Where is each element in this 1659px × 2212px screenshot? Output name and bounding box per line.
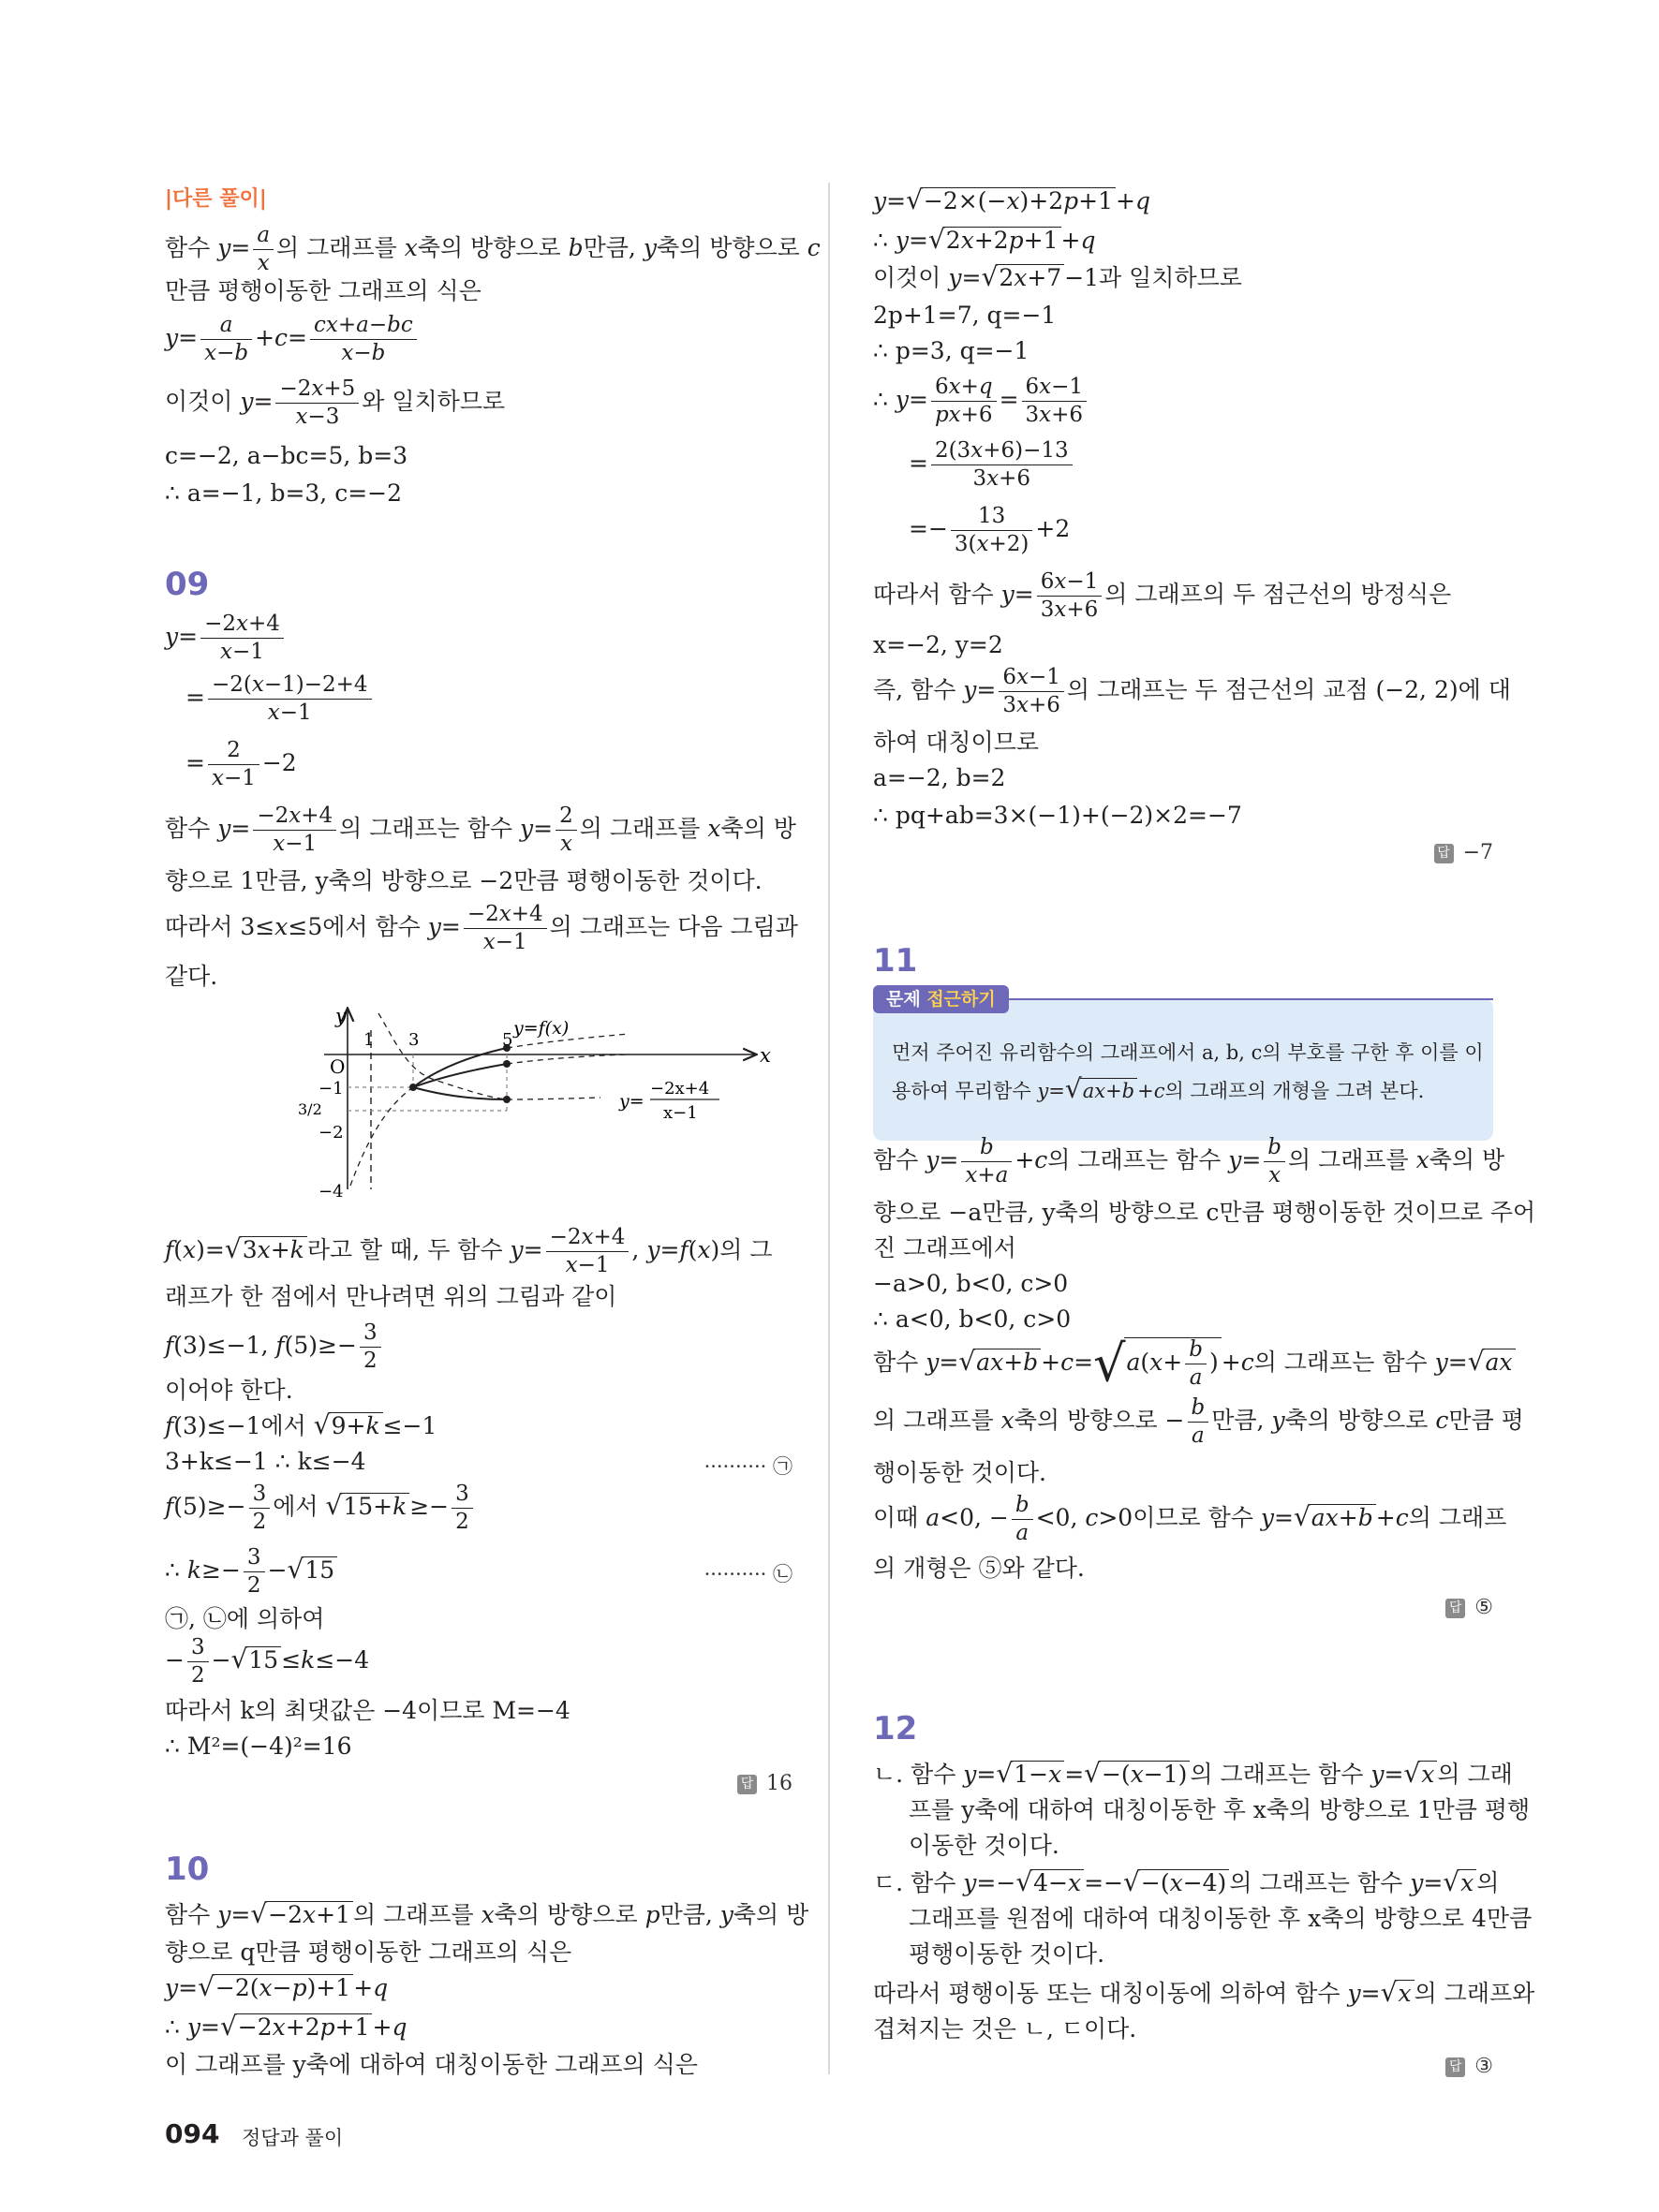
answer-icon: 답 [737,1775,757,1794]
text-line: 프를 y축에 대하여 대칭이동한 후 x축의 방향으로 1만큼 평행 [909,1796,1531,1823]
equation: ∴ k≥− $\frac{3}{2}$ −√15 [165,1547,337,1597]
equation: ∴ y=√2x+2p+1 +q [873,224,1096,255]
fx-curve-lower [413,1064,507,1087]
text-line: 따라서 3≤x≤5에서 함수 y= $\frac{-2x+4}{x-1}$ 의 그래프는 다음 그림과 [165,902,798,954]
equation: f(3)≤−1에서 √9+k ≤−1 [165,1409,437,1440]
text-line: a=−2, b=2 [873,764,1006,791]
x-axis-label: x [760,1044,771,1067]
text-line: 하여 대칭이므로 [873,729,1039,756]
approach-header: 문제 접근하기 [873,985,1009,1013]
answer-12: 답 ③ [1445,2055,1493,2078]
point-x3 [409,1084,417,1091]
text-line: 함수 y= $\frac{a}{x}$ 의 그래프를 x축의 방향으로 b만큼, y축의 방향으로 c [165,223,821,275]
text-line: ㉠, ㉡에 의하여 [165,1605,325,1632]
text-line: c=−2, a−bc=5, b=3 [165,442,408,469]
text-line: 이 그래프를 y축에 대하여 대칭이동한 그래프의 식은 [165,2051,698,2078]
text-line: 이어야 한다. [165,1377,293,1404]
equation: f(5)≥− $\frac{3}{2}$ 에서 √15+k ≥− $\frac{3}{2}$ [165,1483,476,1533]
y-tick-label: −1 [318,1079,344,1099]
answer-09: 답 16 [737,1772,792,1795]
text-line: 2p+1=7, q=−1 [873,302,1057,329]
text-line: ㄴ. 함수 y=√1−x =√−(x−1) 의 그래프는 함수 y=√x 의 그래 [873,1758,1513,1789]
text-line: 따라서 함수 y= $\frac{6x-1}{3x+6}$ 의 그래프의 두 점근선의 방정식은 [873,569,1452,622]
equation: = $\frac{2(3x+6)-13}{3x+6}$ [909,440,1075,490]
answer-icon: 답 [1445,1599,1465,1618]
y-axis-label: y [335,1005,347,1027]
rational-label-den: x−1 [663,1103,698,1123]
text-line: ∴ pq+ab=3×(−1)+(−2)×2=−7 [873,802,1242,829]
text-line: −a>0, b<0, c>0 [873,1270,1069,1297]
origin-label: O [330,1055,346,1078]
approach-box-body [873,998,1493,1141]
text-line: 이것이 y=√2x+7 −1과 일치하므로 [873,261,1242,292]
approach-text: 용하여 무리함수 y=√ax+b +c의 그래프의 개형을 그려 본다. [892,1073,1425,1104]
x-tick-label: 5 [502,1030,513,1050]
text-line: ㄷ. 함수 y=−√4−x =−√−(x−4) 의 그래프는 함수 y=√x 의 [873,1866,1500,1897]
text-line: x=−2, y=2 [873,631,1003,658]
answer-11: 답 ⑤ [1445,1596,1493,1619]
equation: ∴ y= $\frac{6x+q}{px+6}$ = $\frac{6x-1}{3x+6}$ [873,376,1089,426]
y-tick-label: −4 [318,1182,344,1202]
problem-number-10: 10 [165,1851,210,1888]
approach-topline [976,998,1493,1000]
equation: y=√−2(x−p)+1 +q [165,1971,389,2002]
equation: y=√−2×(−x)+2p+1 +q [873,184,1150,215]
alt-solution-label: |다른 풀이| [165,187,267,211]
text-line: 평행이동한 것이다. [909,1940,1105,1968]
fx-curve-lower-ext [507,1054,629,1064]
marker-label: ·········· ㉡ [704,1563,792,1585]
text-line: ∴ M²=(−4)²=16 [165,1733,352,1760]
rational-label-num: −2x+4 [650,1079,710,1099]
answer-icon: 답 [1434,844,1454,863]
problem-number-12: 12 [873,1710,918,1747]
approach-box [873,985,1493,1141]
marker-label: ·········· ㉠ [704,1455,792,1478]
text-line: 3+k≤−1 ∴ k≤−4 [165,1448,366,1475]
text-line: ∴ a<0, b<0, c>0 [873,1305,1072,1333]
book-section-label: 정답과 풀이 [242,2127,344,2149]
graph-figure [277,1002,821,1203]
text-line: 따라서 k의 최댓값은 −4이므로 M=−4 [165,1697,570,1724]
answer-icon: 답 [1445,2057,1465,2077]
text-line: 래프가 한 점에서 만나려면 위의 그림과 같이 [165,1283,617,1310]
text-line: 함수 y= $\frac{b}{x+a}$ +c의 그래프는 함수 y= $\frac{b}{x}$ 의 그래프를 x축의 방 [873,1135,1505,1187]
text-line: 이동한 것이다. [909,1832,1059,1859]
fx-label: y=f(x) [513,1018,570,1039]
y-tick-label: −2 [318,1123,344,1143]
point-x5-low [503,1096,511,1103]
problem-number-11: 11 [873,942,918,980]
text-line: ∴ p=3, q=−1 [873,337,1029,364]
approach-text: 먼저 주어진 유리함수의 그래프에서 a, b, c의 부호를 구한 후 이를 이 [892,1041,1484,1064]
problem-number-09: 09 [165,566,210,603]
text-line: 의 그래프를 x축의 방향으로 − $\frac{b}{a}$ 만큼, y축의 방향으로 c만큼 평 [873,1395,1524,1448]
equation: − $\frac{3}{2}$ −√15 ≤k≤−4 [165,1635,370,1688]
page-number: 094 [165,2118,220,2149]
x-tick-label: 3 [408,1030,420,1050]
text-line: 이것이 y= $\frac{-2x+5}{x-3}$ 와 일치하므로 [165,376,506,429]
text-line: 의 개형은 ⑤와 같다. [873,1555,1085,1582]
equation: f(3)≤−1, f(5)≥− $\frac{3}{2}$ [165,1322,384,1372]
text-line: ∴ a=−1, b=3, c=−2 [165,479,403,507]
text-line: 같다. [165,963,218,990]
text-line: 함수 y=√−2x+1 의 그래프를 x축의 방향으로 p만큼, y축의 방 [165,1898,809,1929]
text-line: 진 그래프에서 [873,1234,1016,1261]
text-line: 행이동한 것이다. [873,1459,1046,1486]
text-line: 따라서 평행이동 또는 대칭이동에 의하여 함수 y=√x 의 그래프와 [873,1977,1535,2008]
equation: = $\frac{2}{x-1}$ −2 [185,738,297,790]
text-line: 향으로 1만큼, y축의 방향으로 −2만큼 평행이동한 것이다. [165,867,763,894]
answer-10: 답 −7 [1434,841,1493,864]
text-line: 이때 a<0, − $\frac{b}{a}$ <0, c>0이므로 함수 y=√ax+b +c의 그래프 [873,1493,1507,1545]
x-tick-label: 1 [363,1030,375,1050]
text-line: 겹쳐지는 것은 ㄴ, ㄷ이다. [873,2015,1137,2042]
rational-label-prefix: y= [619,1091,644,1112]
column-divider [828,183,830,2074]
text-line: 함수 y= $\frac{-2x+4}{x-1}$ 의 그래프는 함수 y= $\frac{2}{x}$ 의 그래프를 x축의 방 [165,804,796,856]
equation: = $\frac{-2(x-1)-2+4}{x-1}$ [185,674,375,724]
text-line: 만큼 평행이동한 그래프의 식은 [165,277,481,304]
equation: y= $\frac{a}{x-b}$ +c= $\frac{cx+a-bc}{x-b}$ [165,315,420,364]
text-line: 향으로 −a만큼, y축의 방향으로 c만큼 평행이동한 것이므로 주어 [873,1199,1536,1226]
equation: ∴ y=√−2x+2p+1 +q [165,2011,407,2042]
hyperbola-upper-dashed [378,1013,507,1099]
text-line: 그래프를 원점에 대하여 대칭이동한 후 x축의 방향으로 4만큼 [909,1905,1533,1932]
equation: y= $\frac{-2x+4}{x-1}$ [165,613,287,663]
equation: =− $\frac{13}{3(x+2)}$ +2 [909,504,1071,556]
point-x5-mid [503,1060,511,1068]
text-line: 즉, 함수 y= $\frac{6x-1}{3x+6}$ 의 그래프는 두 점근선의 교점 (−2, 2)에 대 [873,665,1511,717]
text-line: f(x)=√3x+k 라고 할 때, 두 함수 y= $\frac{-2x+4}{x-1}$ , y=f(x)의 그 [165,1225,773,1277]
y-frac-tick: 3/2 [298,1100,322,1118]
sqrt-curve-dashed [350,1087,413,1186]
rational-curve-ext [507,1098,600,1099]
text-line: 함수 y=√ax+b +c=√a(x+ $\frac{b}{a}$ ) +c의 그래프는 함수 y=√ax [873,1337,1516,1390]
text-line: 향으로 q만큼 평행이동한 그래프의 식은 [165,1939,572,1966]
rational-curve-segment [413,1087,507,1099]
